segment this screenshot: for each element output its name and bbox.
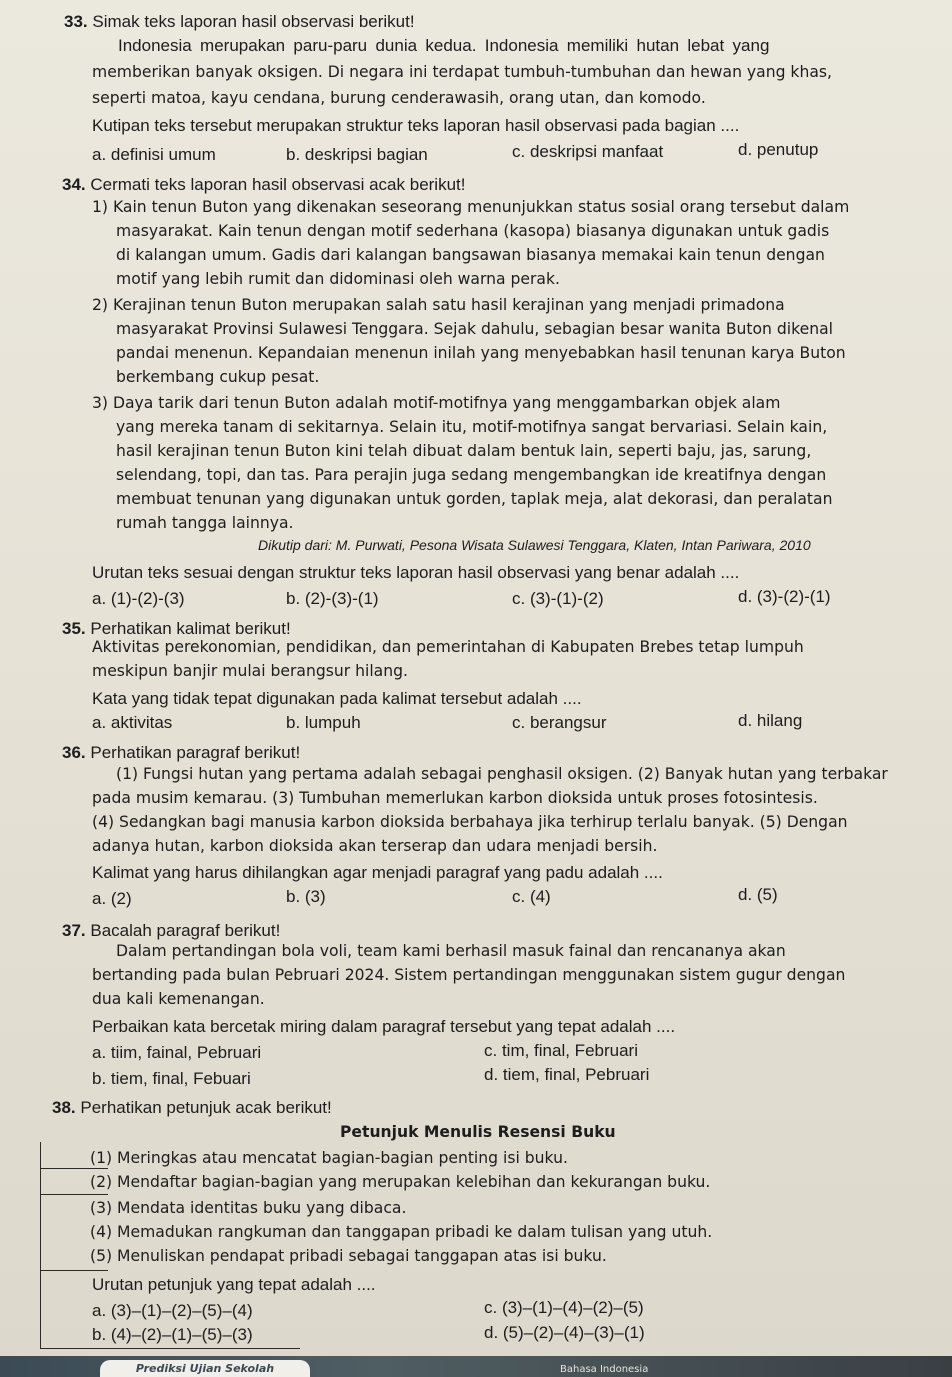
- q33-header: [64, 11, 415, 33]
- q36-option-a[interactable]: a. (2): [92, 889, 132, 908]
- q37-header: [62, 920, 280, 942]
- q38-step: (2) Mendaftar bagian-bagian yang merupakan kelebihan dan kekurangan buku.: [90, 1173, 711, 1191]
- q34-question: Urutan teks sesuai dengan struktur teks laporan hasil observasi yang benar adalah ....: [92, 563, 740, 582]
- q34-option-a[interactable]: a. (1)-(2)-(3): [92, 589, 185, 608]
- q38-step: (3) Mendata identitas buku yang dibaca.: [90, 1199, 407, 1217]
- q34-option-b[interactable]: b. (2)-(3)-(1): [286, 589, 379, 608]
- footer-subject: Bahasa Indonesia: [560, 1364, 649, 1375]
- q35-passage-line: Aktivitas perekonomian, pendidikan, dan pemerintahan di Kabupaten Brebes tetap lumpuh: [92, 638, 804, 656]
- q38-step: (1) Meringkas atau mencatat bagian-bagian penting isi buku.: [90, 1149, 568, 1167]
- q34-passage-line: pandai menenun. Kepandaian menenun inilah yang menyebabkan hasil tenunan karya Buton: [116, 344, 846, 362]
- q34-passage-line: selendang, topi, dan tas. Para perajin juga sedang mengembangkan ide kreatifnya dengan: [116, 466, 827, 484]
- q37-question: Perbaikan kata bercetak miring dalam paragraf tersebut yang tepat adalah ....: [92, 1017, 676, 1036]
- q34-passage-line: 2) Kerajinan tenun Buton merupakan salah satu hasil kerajinan yang menjadi primadona: [92, 296, 785, 314]
- q33-number: 33.: [64, 12, 88, 31]
- q33-intro: Simak teks laporan hasil observasi berikut!: [92, 12, 415, 31]
- q35-passage-line: meskipun banjir mulai berangsur hilang.: [92, 662, 408, 680]
- q37-passage-line: Dalam pertandingan bola voli, team kami berhasil masuk fainal dan rencananya akan: [116, 942, 786, 960]
- q37-option-d[interactable]: d. tiem, final, Pebruari: [484, 1065, 650, 1084]
- q36-option-d[interactable]: d. (5): [738, 885, 778, 904]
- q38-box-left-border: [40, 1142, 41, 1348]
- q36-passage-line: (4) Sedangkan bagi manusia karbon dioksida berbahaya jika terhirup terlalu banyak. (5) Dengan: [92, 813, 848, 831]
- q36-number: 36.: [62, 743, 86, 762]
- q34-passage-line: motif yang lebih rumit dan didominasi oleh warna perak.: [116, 270, 560, 288]
- q38-intro: Perhatikan petunjuk acak berikut!: [80, 1098, 332, 1117]
- q38-option-d[interactable]: d. (5)–(2)–(4)–(3)–(1): [484, 1323, 645, 1342]
- q33-passage-line: seperti matoa, kayu cendana, burung cenderawasih, orang utan, dan komodo.: [92, 89, 706, 107]
- q36-header: [62, 742, 300, 764]
- q38-option-a[interactable]: a. (3)–(1)–(2)–(5)–(4): [92, 1301, 253, 1320]
- q38-heading: Petunjuk Menulis Resensi Buku: [340, 1123, 616, 1141]
- q35-intro: Perhatikan kalimat berikut!: [90, 619, 291, 638]
- q34-passage-line: membuat tenunan yang digunakan untuk gorden, taplak meja, alat dekorasi, dan peralatan: [116, 490, 833, 508]
- q34-passage-line: yang mereka tanam di sekitarnya. Selain itu, motif-motifnya sangat bervariasi. Selain kain,: [116, 418, 828, 436]
- q38-option-b[interactable]: b. (4)–(2)–(1)–(5)–(3): [92, 1325, 253, 1344]
- q37-passage-line: dua kali kemenangan.: [92, 990, 265, 1008]
- q33-option-d[interactable]: d. penutup: [738, 140, 819, 159]
- q37-option-a[interactable]: a. tiim, fainal, Pebruari: [92, 1043, 262, 1062]
- q38-step: (4) Memadukan rangkuman dan tanggapan pribadi ke dalam tulisan yang utuh.: [90, 1223, 713, 1241]
- q33-option-a[interactable]: a. definisi umum: [92, 145, 216, 164]
- q38-row-divider: [40, 1168, 108, 1169]
- q37-number: 37.: [62, 921, 86, 940]
- q33-passage-line: Indonesia merupakan paru-paru dunia kedua. Indonesia memiliki hutan lebat yang: [118, 36, 770, 55]
- q36-passage-line: (1) Fungsi hutan yang pertama adalah sebagai penghasil oksigen. (2) Banyak hutan yang terbakar: [116, 765, 888, 783]
- q35-option-a[interactable]: a. aktivitas: [92, 713, 173, 732]
- q33-passage-line: memberikan banyak oksigen. Di negara ini terdapat tumbuh-tumbuhan dan hewan yang khas,: [92, 63, 832, 81]
- q38-option-c[interactable]: c. (3)–(1)–(4)–(2)–(5): [484, 1298, 644, 1317]
- q34-passage-line: masyarakat Provinsi Sulawesi Tenggara. Sejak dahulu, sebagian besar wanita Buton dikenal: [116, 320, 833, 338]
- q34-option-d[interactable]: d. (3)-(2)-(1): [738, 587, 831, 606]
- q34-passage-line: masyarakat. Kain tenun dengan motif sederhana (kasopa) biasanya digunakan untuk gadis: [116, 222, 830, 240]
- footer-label: Prediksi Ujian Sekolah: [100, 1360, 310, 1377]
- q34-passage-line: hasil kerajinan tenun Buton kini telah dibuat dalam bentuk lain, seperti baju, jas, sarung,: [116, 442, 812, 460]
- q35-option-d[interactable]: d. hilang: [738, 711, 803, 730]
- q34-intro: Cermati teks laporan hasil observasi acak berikut!: [90, 175, 466, 194]
- q35-option-c[interactable]: c. berangsur: [512, 713, 607, 732]
- q38-number: 38.: [52, 1098, 76, 1117]
- q34-header: [62, 174, 466, 196]
- q35-number: 35.: [62, 619, 86, 638]
- q37-option-c[interactable]: c. tim, final, Februari: [484, 1041, 638, 1060]
- q38-question: Urutan petunjuk yang tepat adalah ....: [92, 1275, 376, 1294]
- q37-passage-line: bertanding pada bulan Pebruari 2024. Sistem pertandingan menggunakan sistem gugur dengan: [92, 966, 846, 984]
- q33-question: Kutipan teks tersebut merupakan struktur teks laporan hasil observasi pada bagian ....: [92, 116, 740, 135]
- q33-option-c[interactable]: c. deskripsi manfaat: [512, 142, 664, 161]
- q38-row-divider: [40, 1194, 108, 1195]
- q34-passage-line: rumah tangga lainnya.: [116, 514, 294, 532]
- q34-source: Dikutip dari: M. Purwati, Pesona Wisata Sulawesi Tenggara, Klaten, Intan Pariwara, 2010: [258, 537, 811, 553]
- q36-option-c[interactable]: c. (4): [512, 887, 551, 906]
- q35-question: Kata yang tidak tepat digunakan pada kalimat tersebut adalah ....: [92, 689, 582, 708]
- q37-option-b[interactable]: b. tiem, final, Febuari: [92, 1069, 251, 1088]
- q38-row-divider: [40, 1270, 108, 1271]
- q37-intro: Bacalah paragraf berikut!: [90, 921, 281, 940]
- q38-step: (5) Menuliskan pendapat pribadi sebagai tanggapan atas isi buku.: [90, 1247, 607, 1265]
- q34-option-c[interactable]: c. (3)-(1)-(2): [512, 589, 604, 608]
- q34-passage-line: berkembang cukup pesat.: [116, 368, 320, 386]
- q34-number: 34.: [62, 175, 86, 194]
- q36-option-b[interactable]: b. (3): [286, 887, 326, 906]
- q33-option-b[interactable]: b. deskripsi bagian: [286, 145, 428, 164]
- q36-passage-line: adanya hutan, karbon dioksida akan terserap dan udara menjadi bersih.: [92, 837, 658, 855]
- q38-header: [52, 1097, 332, 1119]
- q35-option-b[interactable]: b. lumpuh: [286, 713, 361, 732]
- q36-passage-line: pada musim kemarau. (3) Tumbuhan memerlukan karbon dioksida untuk proses fotosintesis.: [92, 789, 818, 807]
- q36-question: Kalimat yang harus dihilangkan agar menjadi paragraf yang padu adalah ....: [92, 863, 663, 882]
- q34-passage-line: 3) Daya tarik dari tenun Buton adalah motif-motifnya yang menggambarkan objek alam: [92, 394, 781, 412]
- q34-passage-line: 1) Kain tenun Buton yang dikenakan seseorang menunjukkan status sosial orang tersebut dalam: [92, 198, 850, 216]
- q36-intro: Perhatikan paragraf berikut!: [90, 743, 301, 762]
- q34-passage-line: di kalangan umum. Gadis dari kalangan bangsawan biasanya memakai kain tenun dengan: [116, 246, 825, 264]
- q38-box-bottom-border: [40, 1348, 300, 1349]
